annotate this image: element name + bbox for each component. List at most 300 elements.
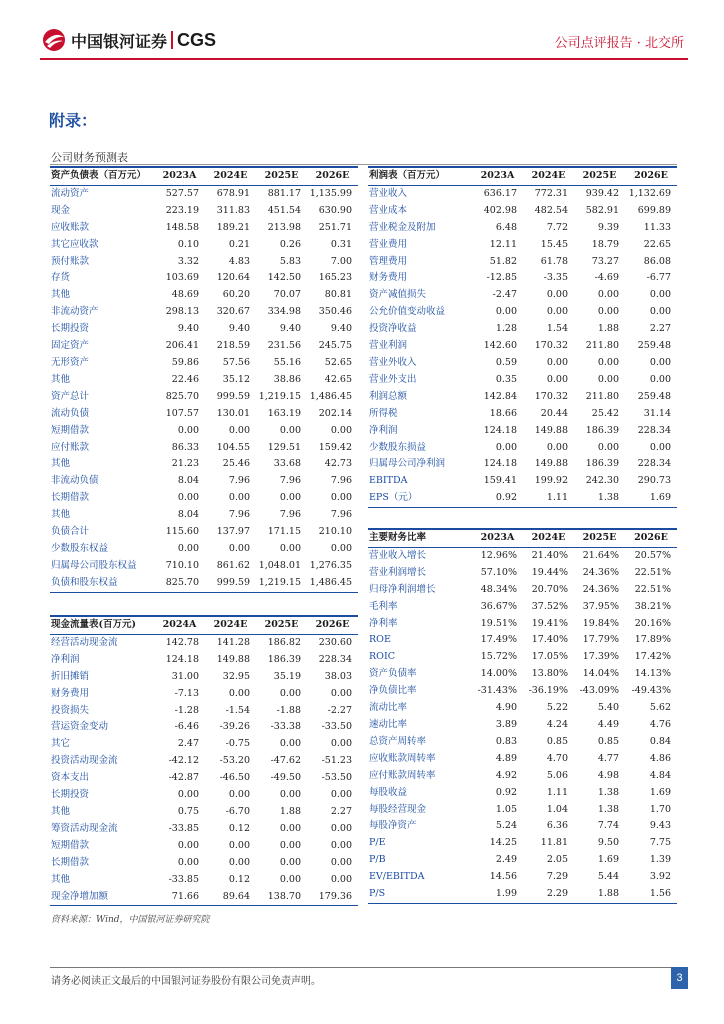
table-row: [50, 473, 358, 490]
row-value: 51.82: [489, 255, 517, 267]
row-value: 9.40: [330, 323, 352, 335]
row-value: -42.87: [168, 772, 199, 784]
table-row: [50, 406, 358, 423]
table-row: [50, 203, 358, 220]
row-label: 应收账款周转率: [369, 752, 436, 764]
year-header: 2024E: [531, 170, 566, 181]
row-value: 124.18: [483, 458, 517, 470]
table-row: [50, 821, 358, 838]
row-value: 186.82: [267, 636, 301, 648]
row-label: 其他: [51, 509, 71, 521]
year-header: 2023A: [480, 532, 515, 543]
galaxy-logo-icon: [41, 27, 67, 53]
row-value: 0.12: [228, 822, 250, 834]
table-row: [50, 652, 358, 669]
row-value: -39.26: [219, 721, 250, 733]
row-value: 186.39: [585, 424, 619, 436]
row-label: 营运资金变动: [51, 721, 109, 733]
year-header: 2026E: [315, 619, 350, 630]
row-value: -1.88: [276, 704, 301, 716]
row-value: 9.50: [597, 837, 619, 849]
row-value: 2.27: [330, 805, 352, 817]
table-row: [368, 632, 677, 649]
title-divider: [50, 164, 677, 165]
row-value: 939.42: [585, 187, 619, 199]
row-value: 228.34: [318, 653, 352, 665]
table-row: [368, 683, 677, 700]
row-value: 107.57: [165, 407, 199, 419]
row-value: 149.88: [534, 424, 568, 436]
row-label: 营业利润: [369, 340, 408, 352]
row-label: 净负债比率: [369, 685, 417, 697]
row-value: 1.38: [597, 803, 619, 815]
row-value: 5.24: [495, 820, 517, 832]
row-value: 120.64: [216, 272, 250, 284]
table-row: [368, 440, 677, 457]
table-row: [368, 768, 677, 785]
row-label: 长期投资: [51, 789, 90, 801]
row-value: 17.49%: [480, 634, 517, 646]
table-row: [50, 719, 358, 736]
row-value: 21.23: [171, 458, 199, 470]
row-value: 4.76: [649, 718, 671, 730]
financial-forecast-title: 公司财务预测表: [51, 151, 128, 164]
row-value: 0.00: [228, 424, 250, 436]
table-row: [368, 785, 677, 802]
row-value: 1,486.45: [309, 390, 352, 402]
row-label: 应收账款: [51, 221, 90, 233]
row-value: 13.80%: [531, 668, 568, 680]
row-label: 每股净资产: [369, 820, 417, 832]
year-header: 2025E: [264, 170, 299, 181]
row-value: 0.00: [546, 289, 568, 301]
row-value: 22.65: [643, 238, 671, 250]
table-title-header: 现金流量表(百万元): [51, 619, 136, 630]
row-value: -42.12: [168, 755, 199, 767]
table-title-header: 资产负债表（百万元）: [51, 170, 147, 181]
row-value: 4.77: [597, 752, 619, 764]
row-value: 142.78: [165, 636, 199, 648]
row-value: 0.00: [330, 492, 352, 504]
row-value: 1,486.45: [309, 576, 352, 588]
row-value: 0.00: [330, 738, 352, 750]
company-name-en: CGS: [177, 29, 217, 50]
row-value: 5.06: [546, 769, 568, 781]
row-value: 825.70: [165, 576, 199, 588]
row-label: 其他: [51, 873, 71, 885]
table-row: [50, 703, 358, 720]
row-value: 9.43: [649, 820, 671, 832]
year-header: 2024A: [162, 619, 197, 630]
row-value: 20.70%: [531, 583, 568, 595]
row-value: 0.00: [330, 839, 352, 851]
row-value: 630.90: [318, 204, 352, 216]
row-value: 9.40: [228, 323, 250, 335]
row-value: -33.38: [270, 721, 301, 733]
table-row: [50, 338, 358, 355]
table-row: [50, 855, 358, 872]
row-label: ROIC: [369, 651, 395, 663]
row-value: 0.00: [597, 289, 619, 301]
row-value: 60.20: [222, 289, 250, 301]
row-value: 0.00: [330, 822, 352, 834]
row-value: 0.00: [649, 373, 671, 385]
table-row: [50, 736, 358, 753]
row-label: 资产负债率: [369, 668, 417, 680]
row-label: EPS（元）: [369, 492, 418, 504]
table-header-row: [50, 167, 358, 185]
table-row: [50, 270, 358, 287]
row-value: 0.00: [330, 789, 352, 801]
row-value: 0.31: [330, 238, 352, 250]
row-value: 1.99: [495, 888, 517, 900]
row-value: 320.67: [216, 306, 250, 318]
row-value: 130.01: [216, 407, 250, 419]
row-value: 0.26: [279, 238, 301, 250]
table-header-row: [50, 616, 358, 634]
row-value: -53.50: [321, 772, 352, 784]
row-value: 137.97: [216, 526, 250, 538]
row-value: 4.84: [649, 769, 671, 781]
row-value: 52.65: [324, 356, 352, 368]
year-header: 2023A: [480, 170, 515, 181]
row-value: 1.69: [649, 786, 671, 798]
row-value: 11.81: [540, 837, 568, 849]
row-label: 财务费用: [51, 687, 90, 699]
row-value: 6.36: [546, 820, 568, 832]
table-row: [50, 507, 358, 524]
row-value: -7.13: [174, 687, 199, 699]
row-value: 0.00: [597, 306, 619, 318]
row-label: 营业费用: [369, 238, 408, 250]
row-value: 0.00: [330, 856, 352, 868]
row-value: 0.00: [279, 856, 301, 868]
row-value: 4.98: [597, 769, 619, 781]
row-value: -2.27: [327, 704, 352, 716]
row-value: 1.54: [546, 323, 568, 335]
row-value: 4.92: [495, 769, 517, 781]
row-value: 0.00: [279, 873, 301, 885]
row-value: 3.92: [649, 871, 671, 883]
row-value: 0.00: [177, 856, 199, 868]
row-value: 0.00: [279, 542, 301, 554]
table-row: [50, 304, 358, 321]
row-value: 31.14: [643, 407, 671, 419]
row-label: 每股收益: [369, 786, 408, 798]
row-value: 482.54: [534, 204, 568, 216]
row-value: 7.74: [597, 820, 619, 832]
row-value: -6.70: [225, 805, 250, 817]
row-value: 251.71: [318, 221, 352, 233]
row-value: 86.08: [643, 255, 671, 267]
row-value: 42.73: [324, 458, 352, 470]
row-value: 11.33: [643, 221, 671, 233]
row-value: 861.62: [216, 559, 250, 571]
row-value: 142.60: [483, 340, 517, 352]
row-value: 71.66: [171, 890, 199, 902]
balance-sheet-table: [50, 166, 358, 593]
row-value: 1.28: [495, 323, 517, 335]
row-label: 非流动资产: [51, 306, 99, 318]
row-label: 流动比率: [369, 702, 408, 714]
row-label: 经营活动现金流: [51, 636, 118, 648]
table-row: [368, 185, 677, 202]
row-value: -4.69: [594, 272, 619, 284]
row-value: 0.00: [279, 492, 301, 504]
row-value: 3.32: [177, 255, 199, 267]
row-value: 1,219.15: [258, 390, 301, 402]
row-value: 1,132.69: [628, 187, 671, 199]
row-value: 710.10: [165, 559, 199, 571]
row-value: 9.39: [597, 221, 619, 233]
table-row: [368, 734, 677, 751]
row-value: 0.00: [279, 738, 301, 750]
row-value: 1.11: [546, 492, 568, 504]
table-row: [50, 254, 358, 271]
year-header: 2024E: [213, 619, 248, 630]
table-row: [50, 372, 358, 389]
row-value: 1.56: [649, 888, 671, 900]
row-label: 现金: [51, 204, 71, 216]
row-label: 流动资产: [51, 187, 90, 199]
table-row: [368, 666, 677, 683]
row-value: 20.44: [540, 407, 568, 419]
table-row: [368, 717, 677, 734]
row-value: 0.00: [279, 822, 301, 834]
row-value: 231.56: [267, 340, 301, 352]
row-value: -31.43%: [477, 685, 517, 697]
row-value: 138.70: [267, 890, 301, 902]
row-value: 0.00: [228, 542, 250, 554]
table-row: [368, 220, 677, 237]
row-value: 1.11: [546, 786, 568, 798]
row-value: 141.28: [216, 636, 250, 648]
row-label: 营业成本: [369, 204, 408, 216]
row-label: P/B: [369, 854, 386, 866]
row-value: 35.19: [273, 670, 301, 682]
row-value: 7.96: [330, 509, 352, 521]
table-row: [50, 804, 358, 821]
row-label: 利润总额: [369, 390, 408, 402]
row-value: 7.96: [228, 475, 250, 487]
table-row: [368, 203, 677, 220]
row-value: 22.51%: [634, 566, 671, 578]
table-row: [368, 355, 677, 372]
row-label: 投资净收益: [369, 323, 417, 335]
row-label: 总资产周转率: [369, 735, 427, 747]
row-value: 0.00: [546, 356, 568, 368]
row-value: 14.04%: [582, 668, 619, 680]
row-label: 净利润: [51, 653, 80, 665]
row-value: 527.57: [165, 187, 199, 199]
row-value: 0.00: [649, 356, 671, 368]
year-header: 2026E: [315, 170, 350, 181]
table-row: [50, 558, 358, 575]
row-label: 长期投资: [51, 323, 90, 335]
row-label: 营业税金及附加: [369, 221, 436, 233]
row-value: 0.00: [228, 789, 250, 801]
row-label: 投资活动现金流: [51, 755, 118, 767]
row-value: 124.18: [483, 424, 517, 436]
row-value: 9.40: [177, 323, 199, 335]
table-row: [368, 406, 677, 423]
table-row: [50, 490, 358, 507]
table-row: [368, 818, 677, 835]
row-value: 772.31: [534, 187, 568, 199]
row-value: -36.19%: [528, 685, 568, 697]
row-value: -2.47: [492, 289, 517, 301]
table-row: [50, 220, 358, 237]
row-value: 12.96%: [480, 549, 517, 561]
row-value: 223.19: [165, 204, 199, 216]
table-row: [368, 616, 677, 633]
table-row: [50, 524, 358, 541]
row-value: 1.04: [546, 803, 568, 815]
row-value: 48.34%: [480, 583, 517, 595]
company-name-cn: 中国银河证券: [71, 31, 168, 51]
footer-disclaimer: 请务必阅读正文最后的中国银河证券股份有限公司免责声明。: [51, 976, 321, 987]
table-row: [50, 669, 358, 686]
row-value: 129.51: [267, 441, 301, 453]
row-value: 7.96: [279, 509, 301, 521]
row-value: 0.75: [177, 805, 199, 817]
row-value: 159.41: [483, 475, 517, 487]
row-value: 0.00: [279, 839, 301, 851]
year-header: 2023A: [162, 170, 197, 181]
row-value: 18.66: [489, 407, 517, 419]
row-label: 筹资活动现金流: [51, 822, 118, 834]
row-value: 0.00: [279, 424, 301, 436]
row-value: 0.10: [177, 238, 199, 250]
row-value: 103.69: [165, 272, 199, 284]
table-row: [368, 237, 677, 254]
year-header: 2025E: [264, 619, 299, 630]
row-value: 0.00: [330, 873, 352, 885]
row-value: 1,219.15: [258, 576, 301, 588]
row-value: 1.69: [649, 492, 671, 504]
row-value: 230.60: [318, 636, 352, 648]
year-header: 2025E: [582, 532, 617, 543]
row-value: 148.58: [165, 221, 199, 233]
row-value: 6.48: [495, 221, 517, 233]
row-value: 142.50: [267, 272, 301, 284]
table-row: [50, 456, 358, 473]
row-value: 7.29: [546, 871, 568, 883]
row-label: 资产总计: [51, 390, 90, 402]
row-value: -47.62: [270, 755, 301, 767]
row-value: 0.00: [495, 306, 517, 318]
row-value: 1.69: [597, 854, 619, 866]
row-value: 8.04: [177, 509, 199, 521]
row-value: 31.00: [171, 670, 199, 682]
row-value: 0.00: [279, 687, 301, 699]
row-value: 86.33: [171, 441, 199, 453]
row-value: 19.51%: [480, 617, 517, 629]
row-value: -3.35: [543, 272, 568, 284]
table-row: [368, 423, 677, 440]
row-value: 1.88: [597, 888, 619, 900]
row-value: -49.43%: [631, 685, 671, 697]
table-row: [50, 440, 358, 457]
row-label: 存货: [51, 272, 71, 284]
row-value: 0.84: [649, 735, 671, 747]
table-row: [368, 649, 677, 666]
row-value: 228.34: [637, 458, 671, 470]
row-value: 5.22: [546, 702, 568, 714]
row-value: 18.79: [591, 238, 619, 250]
row-value: 36.67%: [480, 600, 517, 612]
report-type: 公司点评报告 · 北交所: [554, 36, 684, 51]
table-row: [50, 889, 358, 906]
table-row: [368, 751, 677, 768]
row-value: 202.14: [318, 407, 352, 419]
row-value: 2.49: [495, 854, 517, 866]
row-value: 0.00: [649, 289, 671, 301]
row-value: 14.25: [489, 837, 517, 849]
table-row: [50, 423, 358, 440]
cash-flow-table: [50, 615, 358, 906]
row-value: 25.42: [591, 407, 619, 419]
row-label: 管理费用: [369, 255, 408, 267]
row-value: 0.00: [495, 441, 517, 453]
row-value: 0.92: [495, 492, 517, 504]
row-label: 速动比率: [369, 718, 408, 730]
row-value: 159.42: [318, 441, 352, 453]
row-value: 1.88: [597, 323, 619, 335]
row-value: 0.00: [597, 356, 619, 368]
row-label: 固定资产: [51, 340, 90, 352]
row-label: 少数股东损益: [369, 441, 427, 453]
row-value: 2.29: [546, 888, 568, 900]
row-value: 0.00: [546, 373, 568, 385]
row-label: 毛利率: [369, 600, 398, 612]
row-value: 0.00: [177, 424, 199, 436]
row-label: ROE: [369, 634, 391, 646]
row-value: -53.20: [219, 755, 250, 767]
row-value: 213.98: [267, 221, 301, 233]
row-value: 186.39: [267, 653, 301, 665]
row-value: 33.68: [273, 458, 301, 470]
row-label: 其它应收款: [51, 238, 99, 250]
row-value: 59.86: [171, 356, 199, 368]
row-value: 14.00%: [480, 668, 517, 680]
row-label: 应付账款周转率: [369, 769, 436, 781]
row-value: 179.36: [318, 890, 352, 902]
row-value: 20.16%: [634, 617, 671, 629]
table-row: [368, 473, 677, 490]
row-label: 公允价值变动收益: [369, 306, 446, 318]
row-value: 402.98: [483, 204, 517, 216]
row-value: -33.50: [321, 721, 352, 733]
row-value: -49.50: [270, 772, 301, 784]
row-value: 104.55: [216, 441, 250, 453]
row-value: 165.23: [318, 272, 352, 284]
row-value: 80.81: [324, 289, 352, 301]
table-row: [50, 287, 358, 304]
row-value: 5.83: [279, 255, 301, 267]
row-label: 现金净增加额: [51, 890, 109, 902]
year-header: 2026E: [634, 170, 668, 181]
table-header-row: [368, 529, 677, 547]
row-value: 37.52%: [531, 600, 568, 612]
row-value: 170.32: [534, 340, 568, 352]
row-value: 0.00: [279, 789, 301, 801]
row-label: 财务费用: [369, 272, 408, 284]
table-row: [368, 582, 677, 599]
row-value: 228.34: [637, 424, 671, 436]
row-value: 0.00: [177, 789, 199, 801]
row-value: 1,135.99: [309, 187, 352, 199]
